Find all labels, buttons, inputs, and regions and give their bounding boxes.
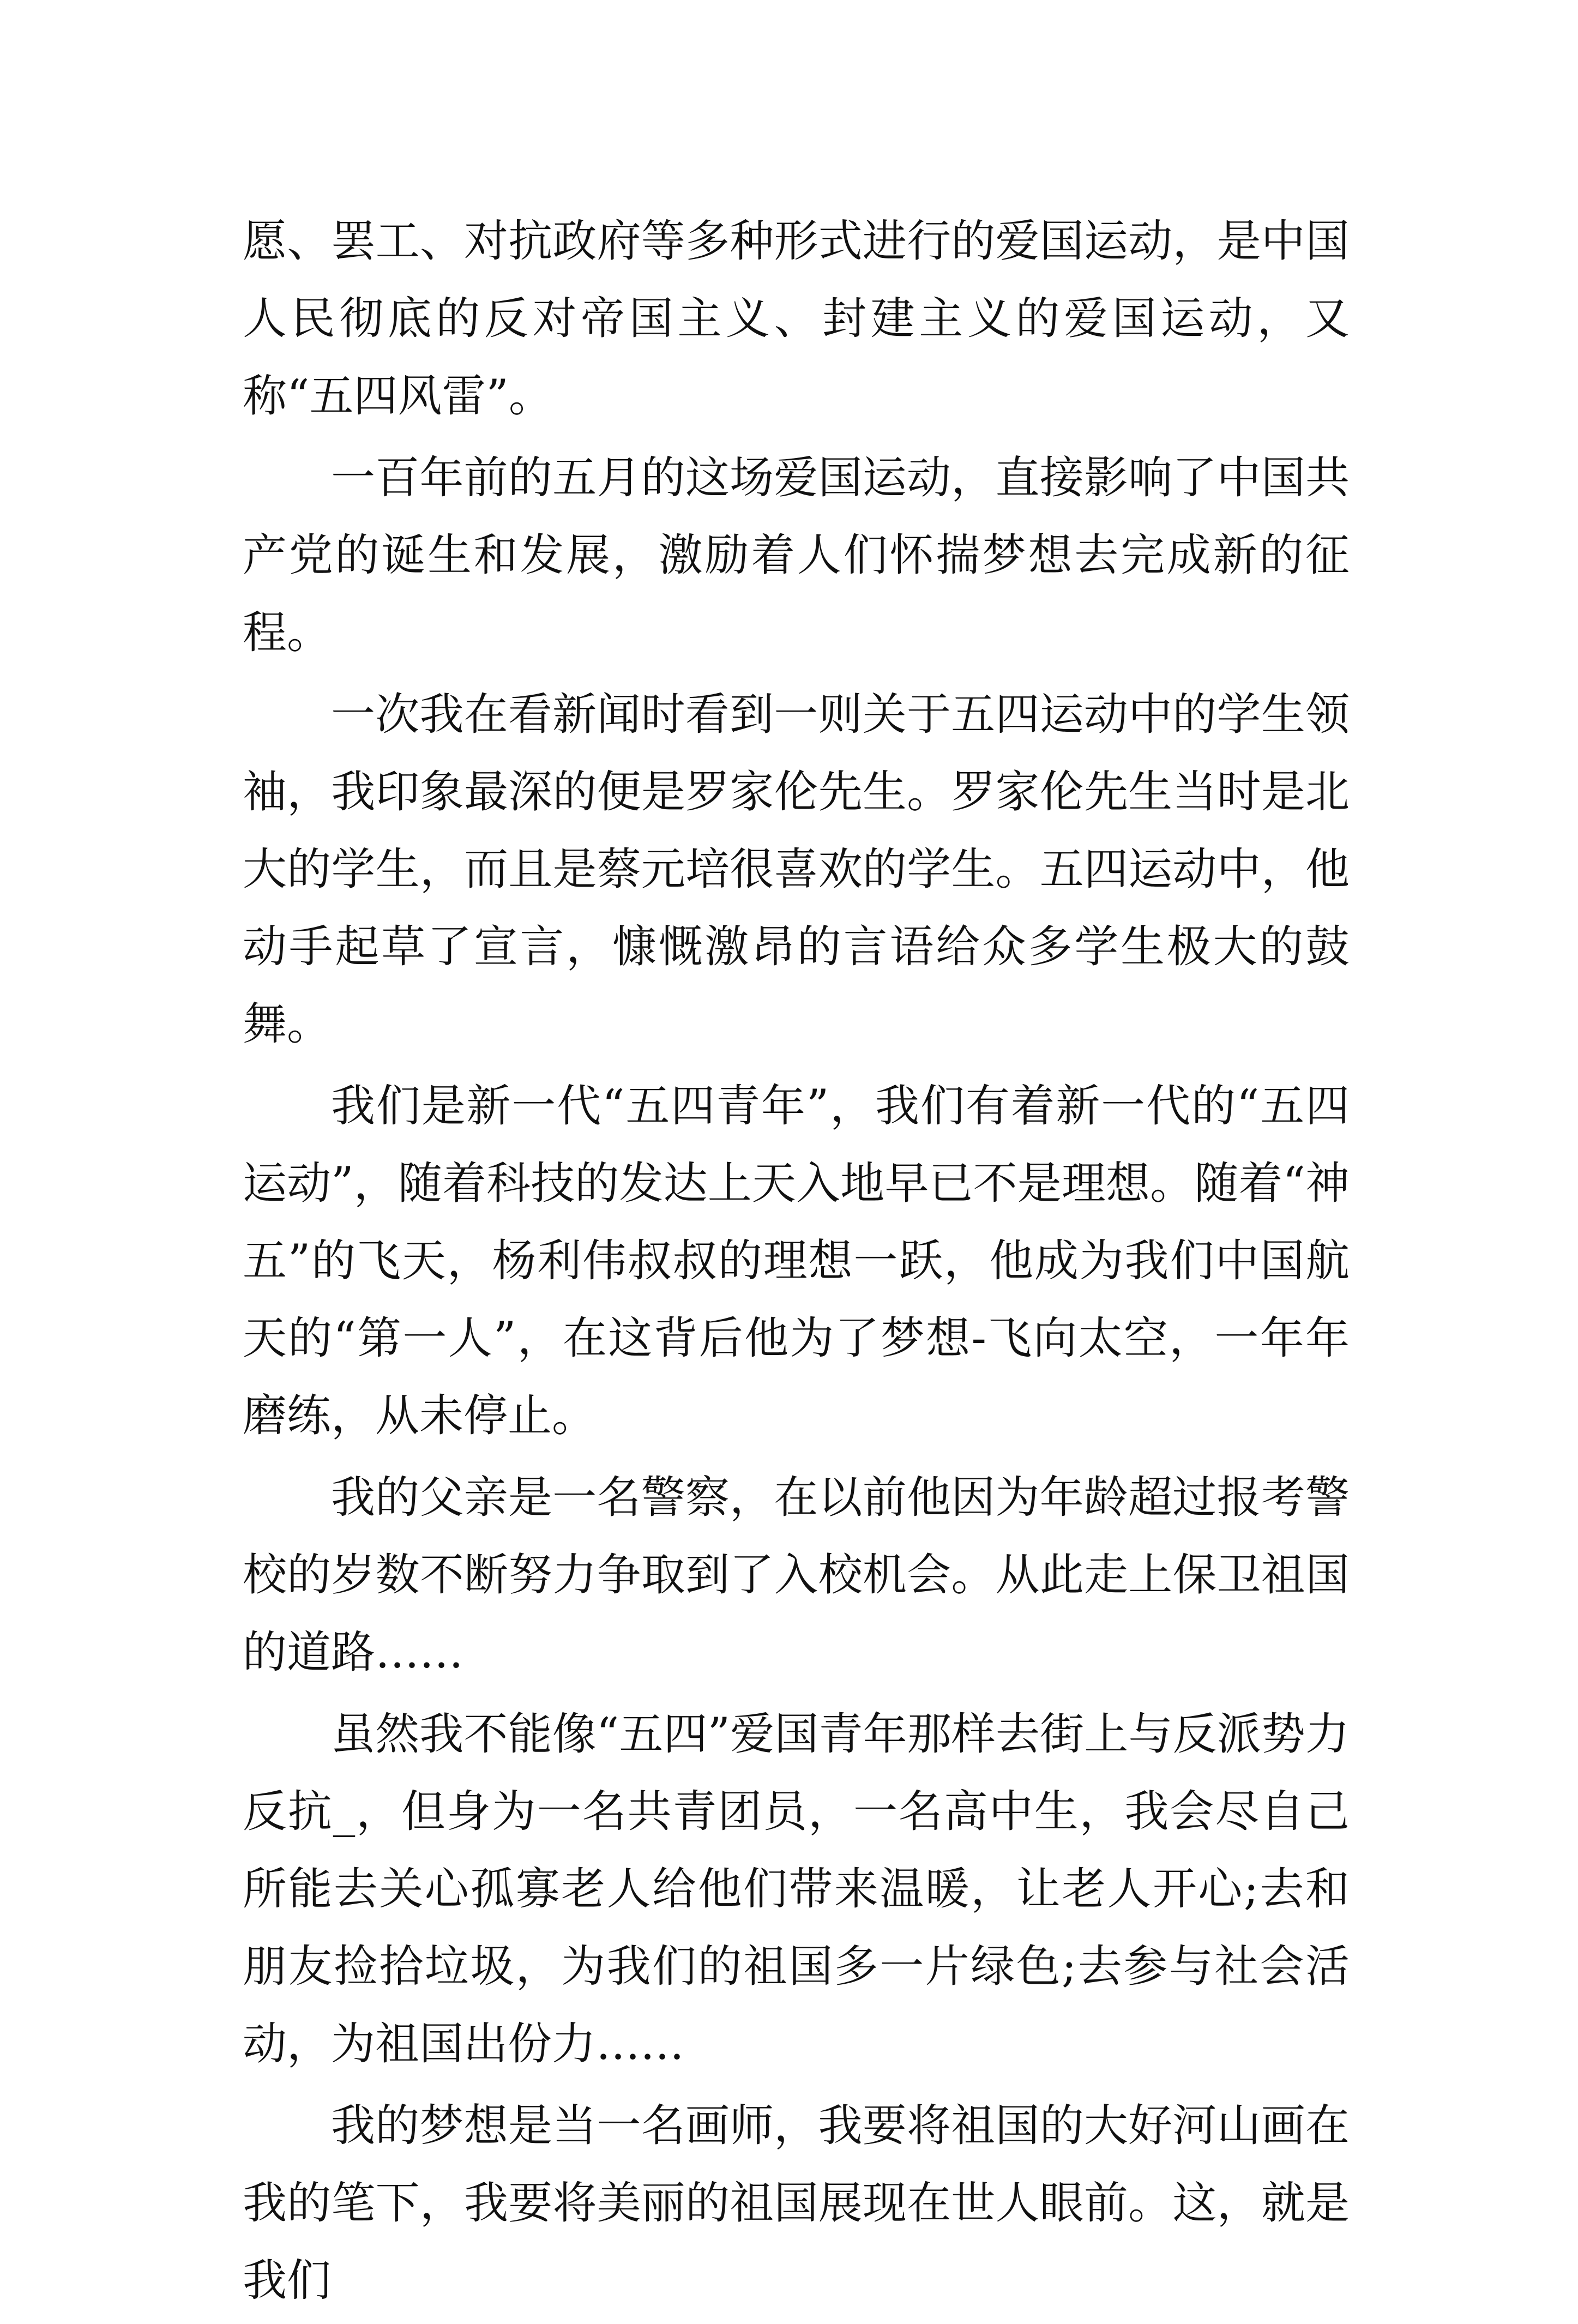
paragraph-6: 虽然我不能像“五四”爱国青年那样去街上与反派势力反抗_，但身为一名共青团员，一名高中生，我会尽自己所能去关心孤寡老人给他们带来温暖，让老人开心;去和朋友捡拾垃圾，为我们的祖国多一片绿色;去参与社会活动，为祖国出份力…… xyxy=(243,1709,1350,2070)
paragraph-7: 我的梦想是当一名画师，我要将祖国的大好河山画在我的笔下，我要将美丽的祖国展现在世人眼前。这，就是我们 xyxy=(243,2100,1350,2307)
document-body xyxy=(243,203,1350,2324)
paragraph-4: 我们是新一代“五四青年”，我们有着新一代的“五四运动”，随着科技的发达上天入地早已不是理想。随着“神五”的飞天，杨利伟叔叔的理想一跃，他成为我们中国航天的“第一人”，在这背后他为了梦想-飞向太空，一年年磨练，从未停止。 xyxy=(243,1081,1350,1442)
paragraph-5: 我的父亲是一名警察，在以前他因为年龄超过报考警校的岁数不断努力争取到了入校机会。从此走上保卫祖国的道路…… xyxy=(243,1472,1350,1678)
paragraph-3: 一次我在看新闻时看到一则关于五四运动中的学生领袖，我印象最深的便是罗家伦先生。罗家伦先生当时是北大的学生，而且是蔡元培很喜欢的学生。五四运动中，他动手起草了宣言，慷慨激昂的言语给众多学生极大的鼓舞。 xyxy=(243,689,1350,1050)
paragraph-1: 愿、罢工、对抗政府等多种形式进行的爱国运动，是中国人民彻底的反对帝国主义、封建主义的爱国运动，又称“五四风雷”。 xyxy=(243,216,1350,422)
paragraph-2: 一百年前的五月的这场爱国运动，直接影响了中国共产党的诞生和发展，激励着人们怀揣梦想去完成新的征程。 xyxy=(243,453,1350,659)
